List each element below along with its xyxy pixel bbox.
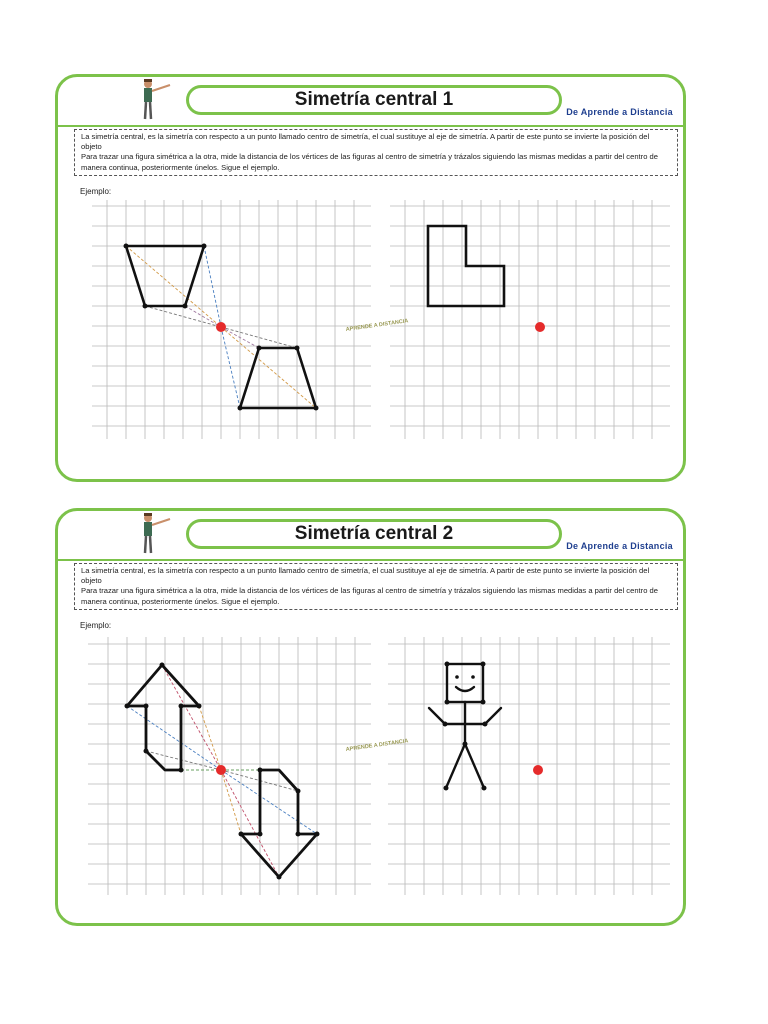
worksheet-card-2 <box>55 508 686 926</box>
brand-label: De Aprende a Distancia <box>566 107 673 117</box>
exercise-grid <box>390 200 670 439</box>
page-title: Simetría central 1 <box>186 85 562 115</box>
exercise-center-point <box>533 765 543 775</box>
original-trapezoid <box>126 246 204 306</box>
exercise-area-1 <box>58 77 683 479</box>
watermark: APRENDE A DISTANCIA <box>345 318 409 333</box>
worksheet-card-1 <box>55 74 686 482</box>
stick-figure <box>429 664 501 788</box>
brand-label: De Aprende a Distancia <box>566 541 673 551</box>
example-grid <box>88 637 371 895</box>
page-title: Simetría central 2 <box>186 519 562 549</box>
center-of-symmetry <box>216 765 226 775</box>
exercise-area-2 <box>58 511 683 923</box>
instructions-paragraph-2: Para trazar una figura simétrica a la otra, mide la distancia de los vértices de las figuras al centro de simetría y trázalos siguiendo las mismas medidas a partir del centro de manera continua, posteriormente únelos. Sigue el ejemplo. <box>81 586 658 606</box>
exercise-grid <box>388 637 670 895</box>
instructions-paragraph-1: La simetría central, es la simetría con respecto a un punto llamado centro de simetría, el cual sustituye al eje de simetría. A partir de este punto se invierte la posición del objeto <box>81 566 650 586</box>
center-of-symmetry <box>216 322 226 332</box>
instructions-paragraph-2: Para trazar una figura simétrica a la otra, mide la distancia de los vértices de las figuras al centro de simetría y trázalos siguiendo las mismas medidas a partir del centro de manera continua, posteriormente únelos. Sigue el ejemplo. <box>81 152 658 172</box>
exercise-center-point <box>535 322 545 332</box>
original-arrow <box>127 665 199 770</box>
watermark: APRENDE A DISTANCIA <box>345 738 409 753</box>
instructions-paragraph-1: La simetría central, es la simetría con respecto a un punto llamado centro de simetría, el cual sustituye al eje de simetría. A partir de este punto se invierte la posición del objeto <box>81 132 650 152</box>
example-grid <box>92 200 371 439</box>
example-label: Ejemplo: <box>80 187 112 196</box>
example-label: Ejemplo: <box>80 621 112 630</box>
